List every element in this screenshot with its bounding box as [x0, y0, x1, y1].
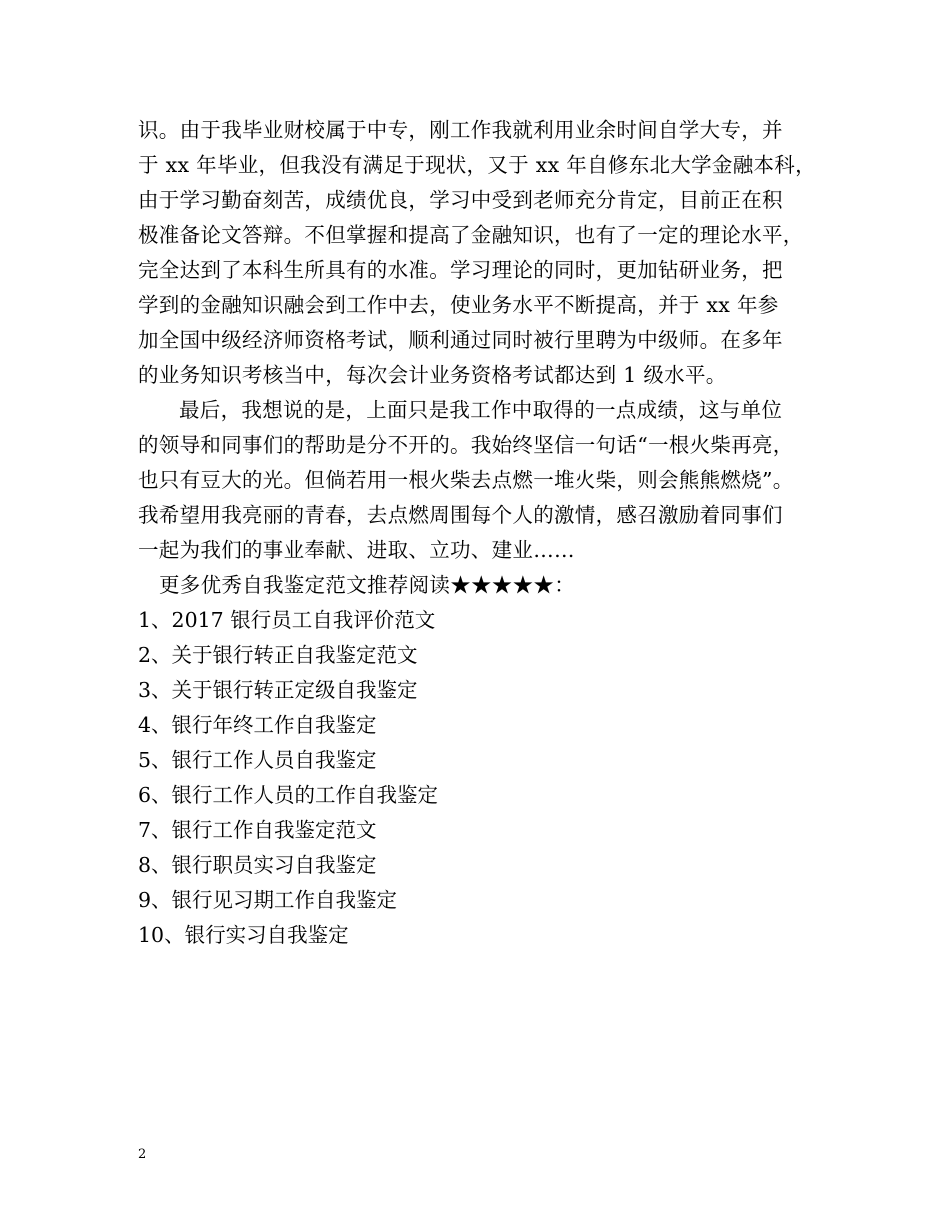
text-line: 极准备论文答辩。不但掌握和提高了金融知识，也有了一定的理论水平，: [138, 223, 804, 247]
recommended-link[interactable]: 1、2017 银行员工自我评价范文: [138, 608, 436, 632]
recommended-link[interactable]: 4、银行年终工作自我鉴定: [138, 713, 377, 737]
text-line: 我希望用我亮丽的青春，去点燃周围每个人的激情，感召激励着同事们: [138, 503, 783, 527]
text-line: 学到的金融知识融会到工作中去，使业务水平不断提高，并于 xx 年参: [138, 293, 779, 317]
page-content: [138, 113, 828, 953]
text-line: 由于学习勤奋刻苦，成绩优良，学习中受到老师充分肯定，目前正在积: [138, 188, 783, 212]
text-line: 识。由于我毕业财校属于中专，刚工作我就利用业余时间自学大专，并: [138, 118, 783, 142]
more-reading-heading: 更多优秀自我鉴定范文推荐阅读★★★★★：: [159, 573, 575, 597]
recommended-link[interactable]: 10、银行实习自我鉴定: [138, 923, 349, 947]
text-line: 一起为我们的事业奉献、进取、立功、建业……: [138, 538, 575, 562]
text-line: 完全达到了本科生所具有的水准。学习理论的同时，更加钻研业务，把: [138, 258, 783, 282]
text-line: 加全国中级经济师资格考试，顺利通过同时被行里聘为中级师。在多年: [138, 328, 783, 352]
recommended-link[interactable]: 9、银行见习期工作自我鉴定: [138, 888, 398, 912]
paragraph-conclusion: [138, 393, 828, 568]
recommended-link[interactable]: 6、银行工作人员的工作自我鉴定: [138, 783, 439, 807]
text-line: 的业务知识考核当中，每次会计业务资格考试都达到 1 级水平。: [138, 363, 727, 387]
text-line: 于 xx 年毕业，但我没有满足于现状，又于 xx 年自修东北大学金融本科，: [138, 153, 816, 177]
paragraph-education: [138, 113, 828, 393]
text-line: 也只有豆大的光。但倘若用一根火柴去点燃一堆火柴，则会熊熊燃烧”。: [138, 468, 794, 492]
recommended-link[interactable]: 3、关于银行转正定级自我鉴定: [138, 678, 418, 702]
recommended-link[interactable]: 8、银行职员实习自我鉴定: [138, 853, 377, 877]
more-reading-section: [138, 568, 828, 953]
page-number: 2: [138, 1147, 147, 1162]
recommended-list: [138, 603, 828, 953]
recommended-link[interactable]: 5、银行工作人员自我鉴定: [138, 748, 377, 772]
recommended-link[interactable]: 2、关于银行转正自我鉴定范文: [138, 643, 418, 667]
text-line: 最后，我想说的是，上面只是我工作中取得的一点成绩，这与单位: [179, 398, 783, 422]
text-line: 的领导和同事们的帮助是分不开的。我始终坚信一句话“一根火柴再亮，: [138, 433, 794, 457]
recommended-link[interactable]: 7、银行工作自我鉴定范文: [138, 818, 377, 842]
